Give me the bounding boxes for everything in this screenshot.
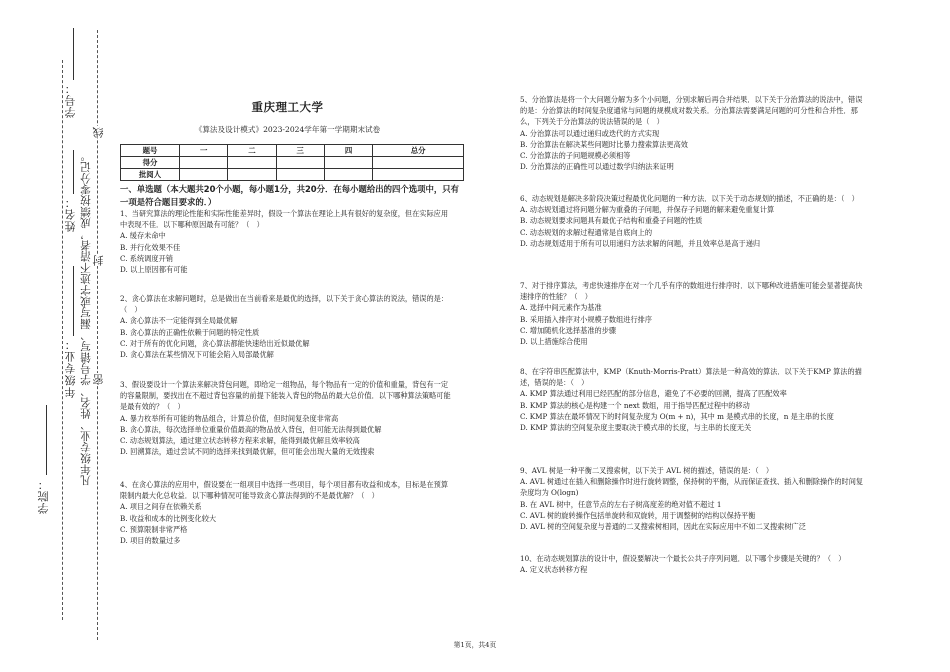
- question-stem: 4、在贪心算法的应用中，假设要在一组项目中选择一些项目，每个项目都有收益和成本，目标是在预算限制内最大化总收益．以下哪种情况可能导致贪心算法得到的不是最优解？（ ）: [120, 480, 449, 501]
- reviewer-cell: [373, 169, 464, 181]
- binding-notice: 凡年级专业、姓名、学号错写、漏写或字迹不清者，成绩按零分记。: [80, 150, 92, 486]
- reviewer-cell: [276, 169, 324, 181]
- question-stem: 5、分治算法是将一个大问题分解为多个小问题，分别求解后再合并结果．以下关于分治算法的说法中，错误的是：分治算法的时间复杂度通常与问题的规模成对数关系．分治算法需要满足问题的可分性和合并性．那么，下列关于分治算法的说法错误的是（ ）: [520, 95, 863, 127]
- question-stem: 1、当研究算法的理论性能和实际性能差异时，假设一个算法在理论上具有很好的复杂度，但在实际应用中表现不佳．以下哪种原因最有可能？（ ）: [120, 209, 449, 230]
- question-8: [520, 366, 865, 433]
- question-option: A. AVL 树通过在插入和删除操作时进行旋转调整，保持树的平衡，从而保证查找、插入和删除操作的时间复杂度均为 O(logn): [520, 477, 864, 498]
- question-option: D. 贪心算法在某些情况下可能会陷入局部最优解: [120, 350, 274, 360]
- score-cell: [324, 157, 372, 169]
- question-stem: 9、AVL 树是一种平衡二叉搜索树，以下关于 AVL 树的描述，错误的是：（ ）: [520, 466, 774, 475]
- question-option: B. 分治算法在解决某些问题时比暴力搜索算法更高效: [520, 139, 688, 149]
- score-cell: [276, 157, 324, 169]
- question-stem: 6、动态规划是解决多阶段决策过程最优化问题的一种方法．以下关于动态规划的描述，不正确的是：（ ）: [520, 194, 859, 203]
- reviewer-cell: [180, 169, 228, 181]
- score-row-label: 得分: [121, 157, 180, 169]
- seal-line-char: 线: [92, 126, 105, 138]
- question-stem: 8、在字符串匹配算法中，KMP（Knuth-Morris-Pratt）算法是一种高效的算法．以下关于KMP 算法的描述，错误的是：（ ）: [520, 367, 862, 388]
- question-option: D. AVL 树的空间复杂度与普通的二叉搜索树相同，因此在实际应用中不如二叉搜索树广泛: [520, 522, 806, 532]
- question-option: C. 增加随机化选择基准的步骤: [520, 325, 617, 335]
- question-10: [520, 553, 865, 575]
- college-field: [46, 405, 47, 475]
- name-field: [73, 150, 74, 194]
- question-option: A. 动态规划通过将问题分解为重叠的子问题，并保存子问题的解来避免重复计算: [520, 205, 775, 215]
- question-option: B. 并行化效果不佳: [120, 242, 181, 252]
- score-cell: [180, 157, 228, 169]
- major-field: [73, 266, 74, 336]
- question-option: D. KMP 算法的空间复杂度主要取决于模式串的长度，与主串的长度无关: [520, 423, 752, 433]
- score-header-cell: 二: [228, 145, 276, 157]
- question-option: A. 项目之间存在依赖关系: [120, 502, 202, 512]
- question-option: B. KMP 算法的核心是构建一个 next 数组，用于指导匹配过程中的移动: [520, 400, 750, 410]
- question-option: B. 贪心算法的正确性依赖于问题的特定性质: [120, 327, 260, 337]
- question-option: D. 回溯算法，通过尝试不同的选择来找到最优解，但可能会出现大量的无效搜索: [120, 447, 375, 457]
- score-header-cell: 一: [180, 145, 228, 157]
- question-1: [120, 208, 455, 275]
- question-option: A. KMP 算法通过利用已经匹配的部分信息，避免了不必要的回溯，提高了匹配效率: [520, 389, 787, 399]
- question-2: [120, 293, 455, 360]
- question-option: C. 动态规划的求解过程通常是自底向上的: [520, 227, 653, 237]
- question-option: B. 动态规划要求问题具有最优子结构和重叠子问题的性质: [520, 216, 703, 226]
- question-option: D. 项目的数量过多: [120, 536, 181, 546]
- score-cell: [228, 157, 276, 169]
- question-3: [120, 379, 455, 457]
- question-option: B. 在 AVL 树中，任意节点的左右子树高度差的绝对值不超过 1: [520, 499, 722, 509]
- page-number: 第1页，共4页: [453, 641, 497, 649]
- school-title: 重庆理工大学: [251, 100, 324, 114]
- seal-seal-char: 封: [92, 254, 105, 266]
- name-label: 姓名：: [64, 196, 77, 232]
- question-option: C. 预算限制非常严格: [120, 524, 188, 534]
- question-4: [120, 479, 455, 546]
- exam-no-label: 学号：: [64, 82, 77, 118]
- question-6: [520, 193, 865, 249]
- question-option: C. 分治算法的子问题规模必须相等: [520, 151, 631, 161]
- reviewer-cell: [324, 169, 372, 181]
- question-stem: 3、假设要设计一个算法来解决背包问题，即给定一组物品，每个物品有一定的价值和重量，背包有一定的容量限制，要找出在不超过背包容量的前提下能装入背包的物品的最大总价值．以下哪种算法策略可能是最有效的？（ ）: [120, 380, 451, 412]
- question-option: D. 以上原因都有可能: [120, 265, 188, 275]
- question-option: A. 定义状态转移方程: [520, 565, 588, 575]
- binding-margin: [0, 0, 112, 672]
- question-option: A. 暴力枚举所有可能的物品组合，计算总价值，但时间复杂度非常高: [120, 413, 339, 423]
- score-header-cell: 四: [324, 145, 372, 157]
- question-option: A. 选择中间元素作为基准: [520, 303, 602, 313]
- binding-dashed-line: [97, 30, 98, 640]
- exam-no-field: [73, 28, 74, 80]
- question-option: A. 贪心算法不一定能得到全局最优解: [120, 316, 238, 326]
- question-stem: 7、对于排序算法，考虑快速排序在对一个几乎有序的数组进行排序时．以下哪种改进措施可能会显著提高快速排序的性能？（ ）: [520, 281, 863, 302]
- question-7: [520, 280, 865, 347]
- question-option: C. AVL 树的旋转操作包括单旋转和双旋转，用于调整树的结构以保持平衡: [520, 510, 756, 520]
- score-header-cell: 总分: [373, 145, 464, 157]
- question-option: C. 对于所有的优化问题，贪心算法都能快速给出近似最优解: [120, 338, 310, 348]
- reviewer-row-label: 批阅人: [121, 169, 180, 181]
- question-5: [520, 94, 865, 172]
- question-option: A. 分治算法可以通过递归或迭代的方式实现: [520, 128, 660, 138]
- score-cell: [373, 157, 464, 169]
- reviewer-row: [121, 169, 464, 181]
- college-label: 学院：: [37, 478, 50, 514]
- question-option: D. 以上措施综合使用: [520, 337, 588, 347]
- score-table-header-row: [121, 145, 464, 157]
- question-option: C. 系统调度开销: [120, 253, 173, 263]
- binding-dashed-line-inner: [62, 60, 63, 620]
- question-option: C. KMP 算法在最坏情况下的时间复杂度为 O(m + n)，其中 m 是模式串的长度，n 是主串的长度: [520, 411, 834, 421]
- question-option: D. 动态规划适用于所有可以用递归方法求解的问题，并且效率总是高于递归: [520, 238, 761, 248]
- question-option: C. 动态规划算法，通过建立状态转移方程来求解，能得到最优解且效率较高: [120, 436, 360, 446]
- question-stem: 10、在动态规划算法的设计中，假设要解决一个最长公共子序列问题．以下哪个步骤是关键的？（ ）: [520, 554, 846, 563]
- question-stem: 2、贪心算法在求解问题时，总是做出在当前看来是最优的选择，以下关于贪心算法的说法，错误的是：（ ）: [120, 294, 449, 315]
- question-9: [520, 465, 865, 532]
- score-header-cell: 题号: [121, 145, 180, 157]
- score-table: [120, 144, 464, 181]
- question-option: B. 收益和成本的比例变化较大: [120, 513, 217, 523]
- reviewer-cell: [228, 169, 276, 181]
- seal-close-char: 密: [92, 373, 105, 385]
- score-row: [121, 157, 464, 169]
- question-option: A. 缓存未命中: [120, 231, 166, 241]
- question-option: B. 贪心算法，每次选择单位重量价值最高的物品放入背包，但可能无法得到最优解: [120, 424, 382, 434]
- exam-title: 《算法及设计模式》2023-2024学年第一学期期末试卷: [194, 125, 381, 134]
- section-heading: 一、单选题（本大题共20个小题，每小题1分，共20分．在每小题给出的四个选项中，只有一项是符合题目要求的．）: [120, 184, 460, 207]
- major-label: 年级专业：: [64, 338, 77, 398]
- score-header-cell: 三: [276, 145, 324, 157]
- question-option: B. 采用插入排序对小规模子数组进行排序: [520, 314, 653, 324]
- question-option: D. 分治算法的正确性可以通过数学归纳法来证明: [520, 162, 674, 172]
